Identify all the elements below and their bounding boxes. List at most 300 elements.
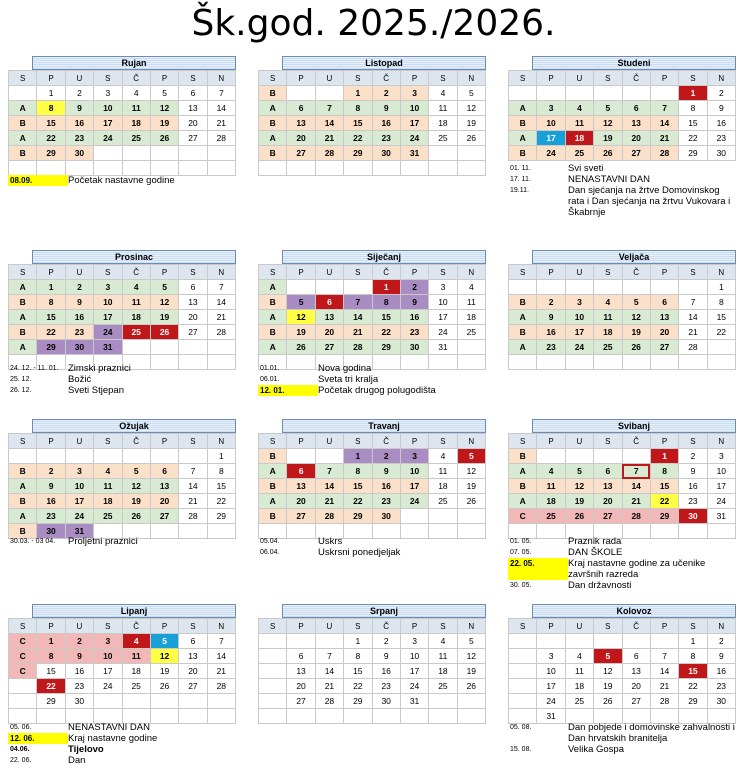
week-row [509, 449, 736, 464]
day-cell: 28 [179, 509, 207, 524]
day-cell: 13 [287, 116, 315, 131]
week-row [9, 664, 236, 679]
day-header: U [565, 71, 593, 86]
day-cell: 8 [344, 464, 372, 479]
day-cell: 20 [287, 679, 315, 694]
note-date: 22. 05. [508, 558, 568, 580]
week-row [259, 479, 486, 494]
day-header: S [509, 434, 537, 449]
week-shift-label: B [259, 146, 287, 161]
page-title: Šk.god. 2025./2026. [191, 3, 556, 44]
day-cell: 20 [622, 131, 650, 146]
day-cell [122, 161, 150, 176]
week-shift-label: A [9, 479, 37, 494]
day-cell: 29 [207, 509, 235, 524]
day-cell [594, 634, 622, 649]
day-cell: 15 [372, 310, 400, 325]
month-table [258, 264, 486, 370]
day-cell: 5 [287, 295, 315, 310]
day-cell: 11 [594, 310, 622, 325]
day-cell [150, 161, 178, 176]
day-cell: 5 [594, 101, 622, 116]
day-cell [372, 161, 400, 176]
day-cell [622, 86, 650, 101]
month-name: Kolovoz [532, 604, 736, 618]
day-cell: 9 [372, 464, 400, 479]
day-cell: 2 [37, 464, 65, 479]
day-cell [594, 449, 622, 464]
day-cell [429, 146, 457, 161]
week-shift-label [509, 355, 537, 370]
day-cell: 26 [594, 146, 622, 161]
day-cell: 5 [457, 634, 485, 649]
day-cell [457, 340, 485, 355]
day-cell: 17 [565, 325, 593, 340]
month-name: Prosinac [32, 250, 236, 264]
day-cell: 10 [537, 116, 565, 131]
day-cell: 6 [179, 280, 207, 295]
day-cell: 10 [94, 649, 122, 664]
month-name: Studeni [532, 56, 736, 70]
day-header: S [429, 71, 457, 86]
week-shift-label: A [259, 310, 287, 325]
day-header: N [207, 619, 235, 634]
day-cell: 11 [122, 649, 150, 664]
day-cell: 27 [179, 325, 207, 340]
day-cell: 8 [679, 649, 707, 664]
day-cell [122, 694, 150, 709]
day-header: S [344, 265, 372, 280]
day-cell: 18 [457, 310, 485, 325]
day-cell: 31 [94, 340, 122, 355]
note-text: Sveta tri kralja [318, 374, 379, 385]
day-cell [207, 161, 235, 176]
day-cell: 1 [37, 634, 65, 649]
day-cell: 8 [707, 295, 735, 310]
day-header: P [400, 619, 428, 634]
day-cell: 8 [207, 464, 235, 479]
day-cell [94, 146, 122, 161]
day-cell: 29 [679, 146, 707, 161]
day-cell [429, 509, 457, 524]
day-cell [537, 86, 565, 101]
day-cell: 22 [344, 679, 372, 694]
day-header: Č [122, 265, 150, 280]
month-table [508, 433, 736, 539]
week-shift-label [259, 649, 287, 664]
day-cell [287, 709, 315, 724]
day-cell: 19 [622, 325, 650, 340]
note-text: Tijelovo [68, 744, 104, 755]
day-header: S [594, 619, 622, 634]
day-cell: 27 [315, 340, 343, 355]
day-header: S [259, 71, 287, 86]
day-header: P [150, 434, 178, 449]
week-row [259, 694, 486, 709]
week-shift-label: A [9, 131, 37, 146]
day-cell: 2 [707, 634, 735, 649]
week-row [9, 146, 236, 161]
note-text: Dan pobjede i domovinske zahvalnosti i Dan hrvatskih branitelja [568, 722, 735, 744]
day-header: S [429, 434, 457, 449]
note-item [508, 547, 736, 558]
day-cell: 18 [594, 325, 622, 340]
week-shift-label [509, 694, 537, 709]
week-shift-label: A [509, 310, 537, 325]
day-cell: 19 [150, 116, 178, 131]
day-cell: 15 [37, 664, 65, 679]
day-cell: 5 [150, 634, 178, 649]
day-header: N [457, 265, 485, 280]
week-row [509, 86, 736, 101]
month-table [258, 618, 486, 724]
day-cell [429, 709, 457, 724]
week-shift-label: A [509, 464, 537, 479]
day-cell: 3 [94, 86, 122, 101]
day-cell: 5 [457, 449, 485, 464]
note-item [8, 175, 236, 186]
note-item [8, 363, 236, 374]
day-header: U [315, 265, 343, 280]
day-header: Č [122, 619, 150, 634]
day-cell [400, 709, 428, 724]
day-cell [179, 449, 207, 464]
day-cell: 11 [429, 464, 457, 479]
month-table [8, 618, 236, 724]
day-cell: 26 [457, 131, 485, 146]
day-header: Č [122, 71, 150, 86]
day-header: S [179, 434, 207, 449]
note-date: 05. 06. [10, 724, 32, 731]
note-text: Dan sjećanja na žrtve Domovinskog rata i Dan sjećanja na žrtvu Vukovara i Škabrnje [568, 185, 731, 218]
month-table [8, 70, 236, 176]
day-cell: 13 [650, 310, 678, 325]
note-item [508, 163, 736, 174]
day-cell: 27 [650, 340, 678, 355]
day-cell [565, 449, 593, 464]
day-cell [65, 449, 93, 464]
week-shift-label [509, 649, 537, 664]
note-date: 17. 11. [510, 176, 531, 183]
day-cell: 30 [65, 146, 93, 161]
day-cell: 4 [565, 649, 593, 664]
day-header: Č [122, 434, 150, 449]
day-header: P [37, 434, 65, 449]
month-name: Siječanj [282, 250, 486, 264]
month-table [8, 264, 236, 370]
day-cell [594, 86, 622, 101]
day-cell [565, 86, 593, 101]
day-cell: 18 [94, 494, 122, 509]
day-cell: 24 [429, 325, 457, 340]
day-cell [400, 509, 428, 524]
day-cell: 16 [372, 664, 400, 679]
day-cell: 27 [179, 679, 207, 694]
day-cell [679, 280, 707, 295]
day-header: P [37, 265, 65, 280]
day-cell: 23 [65, 325, 93, 340]
day-cell [179, 146, 207, 161]
day-cell: 20 [315, 325, 343, 340]
day-cell: 29 [37, 146, 65, 161]
day-cell: 22 [679, 679, 707, 694]
day-cell: 16 [400, 310, 428, 325]
day-cell: 11 [565, 116, 593, 131]
day-cell: 26 [150, 325, 178, 340]
note-text: Svi sveti [568, 163, 604, 174]
day-cell: 27 [179, 131, 207, 146]
day-cell: 7 [650, 101, 678, 116]
day-header: P [537, 434, 565, 449]
week-shift-label: A [509, 131, 537, 146]
day-cell: 28 [207, 131, 235, 146]
day-cell: 8 [650, 464, 678, 479]
day-header: P [400, 434, 428, 449]
week-shift-label [259, 161, 287, 176]
day-cell: 21 [315, 679, 343, 694]
day-cell: 24 [537, 146, 565, 161]
day-cell: 31 [537, 709, 565, 724]
day-cell: 14 [622, 479, 650, 494]
day-cell: 1 [344, 634, 372, 649]
month-rujan [8, 56, 236, 176]
day-cell [565, 634, 593, 649]
day-header: S [679, 265, 707, 280]
day-cell: 16 [65, 310, 93, 325]
day-cell: 26 [122, 509, 150, 524]
week-shift-label [9, 449, 37, 464]
day-cell: 26 [150, 131, 178, 146]
day-header: P [150, 71, 178, 86]
day-cell: 10 [400, 464, 428, 479]
day-cell: 20 [287, 494, 315, 509]
note-text: Početak nastavne godine [68, 175, 175, 186]
day-header: Č [372, 265, 400, 280]
day-cell [594, 355, 622, 370]
day-header: P [650, 265, 678, 280]
day-cell: 16 [372, 479, 400, 494]
day-cell: 25 [565, 694, 593, 709]
day-cell: 11 [537, 479, 565, 494]
day-cell [150, 146, 178, 161]
day-cell: 23 [679, 494, 707, 509]
note-date: 12. 06. [8, 733, 68, 744]
day-cell [37, 161, 65, 176]
day-cell: 10 [65, 479, 93, 494]
day-cell: 16 [679, 479, 707, 494]
day-header: Č [622, 265, 650, 280]
day-cell: 21 [207, 116, 235, 131]
day-header: N [707, 619, 735, 634]
day-cell [372, 709, 400, 724]
month-notes [508, 722, 736, 755]
day-cell [94, 449, 122, 464]
day-cell: 17 [65, 494, 93, 509]
day-header: S [344, 619, 372, 634]
note-item [8, 385, 236, 396]
day-cell [622, 280, 650, 295]
day-cell: 12 [594, 664, 622, 679]
day-cell: 11 [122, 295, 150, 310]
day-cell: 4 [457, 280, 485, 295]
day-cell: 13 [150, 479, 178, 494]
week-row [509, 355, 736, 370]
day-cell: 21 [650, 131, 678, 146]
day-cell: 29 [37, 340, 65, 355]
note-date: 24. 12. - 11. 01. [10, 365, 59, 372]
week-shift-label [259, 634, 287, 649]
day-cell [344, 709, 372, 724]
note-date: 06.01. [260, 376, 280, 383]
day-cell [179, 694, 207, 709]
day-cell: 6 [287, 464, 315, 479]
day-cell: 26 [287, 340, 315, 355]
day-cell: 24 [400, 494, 428, 509]
note-item [258, 374, 486, 385]
day-cell: 3 [94, 634, 122, 649]
week-row [9, 280, 236, 295]
day-cell: 21 [650, 679, 678, 694]
day-cell: 12 [150, 101, 178, 116]
day-cell: 3 [707, 449, 735, 464]
day-header: Č [372, 619, 400, 634]
day-header: P [287, 434, 315, 449]
week-row [259, 664, 486, 679]
week-row [9, 694, 236, 709]
day-cell: 12 [457, 464, 485, 479]
day-cell: 15 [37, 116, 65, 131]
week-shift-label: C [9, 649, 37, 664]
day-cell: 10 [429, 295, 457, 310]
week-shift-label [259, 679, 287, 694]
day-cell [457, 146, 485, 161]
week-shift-label: B [259, 509, 287, 524]
day-cell: 3 [400, 634, 428, 649]
week-shift-label: B [259, 449, 287, 464]
week-shift-label [259, 709, 287, 724]
week-shift-label: B [509, 325, 537, 340]
note-item [508, 744, 736, 755]
week-shift-label: A [9, 101, 37, 116]
day-cell: 12 [565, 479, 593, 494]
day-cell: 20 [179, 310, 207, 325]
day-cell: 28 [650, 694, 678, 709]
day-cell: 15 [344, 664, 372, 679]
day-cell: 24 [65, 509, 93, 524]
day-cell: 4 [594, 295, 622, 310]
day-cell: 11 [94, 479, 122, 494]
day-cell: 27 [287, 694, 315, 709]
day-header: S [179, 71, 207, 86]
day-header: U [565, 619, 593, 634]
day-cell: 31 [65, 524, 93, 539]
day-cell: 30 [707, 146, 735, 161]
note-item [8, 722, 236, 733]
day-cell: 18 [429, 479, 457, 494]
week-row [9, 449, 236, 464]
day-cell: 28 [679, 340, 707, 355]
day-header: S [679, 619, 707, 634]
week-shift-label [509, 634, 537, 649]
day-cell: 7 [207, 280, 235, 295]
note-item [8, 733, 236, 744]
week-shift-label: A [9, 509, 37, 524]
month-svibanj [508, 419, 736, 539]
week-shift-label: A [9, 280, 37, 295]
day-header: S [679, 434, 707, 449]
month-siječanj [258, 250, 486, 370]
note-item [258, 385, 486, 396]
day-header: S [9, 71, 37, 86]
day-header: P [537, 265, 565, 280]
day-cell: 29 [344, 146, 372, 161]
week-row [9, 131, 236, 146]
day-header: S [594, 71, 622, 86]
day-cell: 19 [565, 494, 593, 509]
day-cell: 14 [179, 479, 207, 494]
day-cell: 6 [622, 649, 650, 664]
week-shift-label: B [9, 295, 37, 310]
day-cell: 12 [457, 649, 485, 664]
note-item [508, 536, 736, 547]
day-cell [344, 280, 372, 295]
day-cell: 30 [372, 509, 400, 524]
note-text: Nova godina [318, 363, 372, 374]
day-header: P [150, 265, 178, 280]
day-cell: 11 [429, 649, 457, 664]
week-row [9, 464, 236, 479]
day-cell: 1 [650, 449, 678, 464]
day-cell: 25 [94, 509, 122, 524]
day-cell: 25 [429, 494, 457, 509]
day-cell: 26 [622, 340, 650, 355]
day-cell: 4 [429, 449, 457, 464]
day-header: S [429, 265, 457, 280]
day-cell [565, 355, 593, 370]
day-cell [457, 709, 485, 724]
day-header: S [9, 434, 37, 449]
month-notes [8, 536, 236, 547]
day-header: U [65, 71, 93, 86]
day-cell: 27 [287, 146, 315, 161]
week-row [259, 449, 486, 464]
week-shift-label [259, 664, 287, 679]
day-cell [150, 694, 178, 709]
note-date: 22. 06. [10, 757, 32, 764]
day-cell: 30 [37, 524, 65, 539]
day-cell: 12 [622, 310, 650, 325]
day-cell: 27 [287, 509, 315, 524]
month-table [508, 70, 736, 161]
month-notes [258, 363, 486, 396]
day-cell: 26 [565, 509, 593, 524]
week-shift-label: A [509, 340, 537, 355]
day-cell: 13 [594, 479, 622, 494]
day-cell: 8 [344, 101, 372, 116]
day-cell: 25 [537, 509, 565, 524]
day-cell: 17 [94, 664, 122, 679]
day-cell: 29 [37, 694, 65, 709]
day-cell: 8 [372, 295, 400, 310]
day-cell: 19 [457, 116, 485, 131]
note-text: Uskrs [318, 536, 343, 547]
note-text: NENASTAVNI DAN [68, 722, 150, 733]
week-shift-label [509, 280, 537, 295]
day-cell: 27 [622, 694, 650, 709]
day-cell: 9 [65, 101, 93, 116]
week-row [509, 295, 736, 310]
note-text: Uskrsni ponedjeljak [318, 547, 401, 558]
